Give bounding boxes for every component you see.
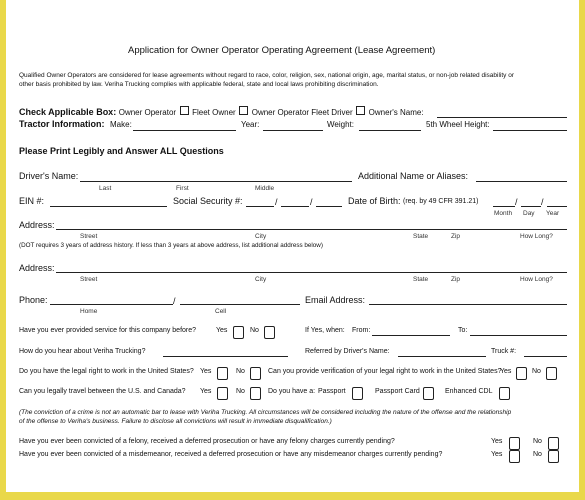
middle-caption: Middle: [255, 185, 275, 192]
ssn-field-2[interactable]: [281, 206, 309, 207]
ein-label: EIN #:: [19, 196, 45, 206]
fifth-wheel-field[interactable]: [493, 130, 567, 131]
dot-address-note: (DOT requires 3 years of address history. If less than 3 years at above address, list additional address below): [19, 242, 323, 249]
address-2-field[interactable]: [56, 272, 567, 273]
q-service-no-label: No: [250, 327, 259, 334]
passport-card-checkbox[interactable]: [423, 387, 434, 400]
dob-day-field[interactable]: [521, 206, 541, 207]
weight-label: Weight:: [327, 120, 354, 129]
how-long-caption-1: How Long?: [520, 233, 553, 240]
enhanced-cdl-checkbox[interactable]: [499, 387, 510, 400]
q-truck-label: Truck #:: [491, 348, 517, 355]
make-label: Make:: [110, 120, 132, 129]
passport-label: Passport: [318, 388, 346, 395]
q-referred-label: Referred by Driver's Name:: [305, 348, 390, 355]
year-label: Year:: [241, 120, 260, 129]
fleet-driver-checkbox[interactable]: [356, 106, 365, 115]
dob-note: (req. by 49 CFR 391.21): [403, 198, 479, 205]
q-felony-text: Have you ever been convicted of a felony, received a deferred prosecution or have any felony charges currently pending?: [19, 438, 395, 445]
form-title: Application for Owner Operator Operating Agreement (Lease Agreement): [128, 45, 436, 56]
email-label: Email Address:: [305, 295, 366, 305]
ein-field[interactable]: [50, 206, 167, 207]
driver-name-label: Driver's Name:: [19, 171, 79, 181]
day-caption: Day: [523, 210, 535, 217]
option-fleet-driver: Owner Operator Fleet Driver: [251, 108, 353, 117]
check-box-label: Check Applicable Box:: [19, 107, 117, 117]
q-felony-yes-label: Yes: [491, 438, 503, 445]
phone-slash: /: [173, 296, 176, 306]
option-fleet-owner: Fleet Owner: [192, 108, 236, 117]
street-caption-2: Street: [80, 276, 98, 283]
fifth-wheel-label: 5th Wheel Height:: [426, 120, 490, 129]
q-verify-no-checkbox[interactable]: [546, 367, 557, 380]
passport-checkbox[interactable]: [352, 387, 363, 400]
q-misdemeanor-yes-checkbox[interactable]: [509, 450, 520, 463]
q-felony-no-label: No: [533, 438, 542, 445]
passport-card-label: Passport Card: [375, 388, 420, 395]
tractor-year-field[interactable]: [263, 130, 323, 131]
cell-caption: Cell: [215, 308, 227, 315]
dob-label: Date of Birth:: [348, 196, 401, 206]
hear-about-field[interactable]: [163, 356, 288, 357]
q-travel-no-label: No: [236, 388, 245, 395]
zip-caption-2: Zip: [451, 276, 461, 283]
intro-line-2: other basis prohibited by law. Veriha Trucking complies with applicable federal, state and local laws prohibiting discrimination.: [19, 81, 379, 88]
q-misdemeanor-no-label: No: [533, 451, 542, 458]
q-work-no-label: No: [236, 368, 245, 375]
ssn-label: Social Security #:: [173, 196, 243, 206]
q-work-yes-label: Yes: [200, 368, 212, 375]
q-work-yes-checkbox[interactable]: [217, 367, 228, 380]
conviction-note-1: (The conviction of a crime is not an automatic bar to lease with Veriha Trucking. All circumstances will be considered including the nature of the offense and the relationship: [19, 409, 512, 416]
last-caption: Last: [99, 185, 112, 192]
address-1-label: Address:: [19, 220, 55, 230]
conviction-note-2: of the offense to Veriha's business. Failure to disclose all convictions will result in immediate disqualification.): [19, 418, 332, 425]
q-hear-text: How do you hear about Veriha Trucking?: [19, 348, 146, 355]
ssn-field-1[interactable]: [246, 206, 274, 207]
aliases-label: Additional Name or Aliases:: [358, 171, 469, 181]
first-caption: First: [176, 185, 189, 192]
truck-number-field[interactable]: [524, 356, 567, 357]
aliases-field[interactable]: [476, 181, 567, 182]
email-field[interactable]: [369, 304, 567, 305]
q-verify-text: Can you provide verification of your legal right to work in the United States?: [268, 368, 502, 375]
dob-slash-1: /: [515, 197, 518, 207]
q-misdemeanor-no-checkbox[interactable]: [548, 450, 559, 463]
state-caption-1: State: [413, 233, 429, 240]
fleet-owner-checkbox[interactable]: [239, 106, 248, 115]
q-verify-no-label: No: [532, 368, 541, 375]
month-caption: Month: [494, 210, 513, 217]
year-caption: Year: [546, 210, 560, 217]
referred-driver-field[interactable]: [398, 356, 486, 357]
service-to-field[interactable]: [470, 335, 567, 336]
street-caption-1: Street: [80, 233, 98, 240]
dob-year-field[interactable]: [547, 206, 567, 207]
ssn-slash-2: /: [310, 197, 313, 207]
owners-name-field[interactable]: [437, 117, 567, 118]
q-service-to: To:: [458, 327, 468, 334]
home-phone-field[interactable]: [50, 304, 173, 305]
address-1-field[interactable]: [56, 229, 567, 230]
q-travel-no-checkbox[interactable]: [250, 387, 261, 400]
section-heading: Please Print Legibly and Answer ALL Questions: [19, 146, 224, 156]
make-field[interactable]: [133, 130, 236, 131]
how-long-caption-2: How Long?: [520, 276, 553, 283]
address-2-label: Address:: [19, 263, 55, 273]
q-misdemeanor-yes-label: Yes: [491, 451, 503, 458]
city-caption-2: City: [255, 276, 267, 283]
phone-label: Phone:: [19, 295, 48, 305]
cell-phone-field[interactable]: [180, 304, 300, 305]
q-verify-yes-checkbox[interactable]: [516, 367, 527, 380]
q-travel-text: Can you legally travel between the U.S. and Canada?: [19, 388, 186, 395]
q-service-if-yes: If Yes, when:: [305, 327, 345, 334]
ssn-field-3[interactable]: [316, 206, 342, 207]
check-box-row: [19, 106, 424, 117]
home-caption: Home: [80, 308, 98, 315]
intro-line-1: Qualified Owner Operators are considered for lease agreements without regard to race, color, religion, sex, national origin, age, marital status, or non-job related disability or: [19, 72, 514, 79]
q-service-yes-label: Yes: [216, 327, 228, 334]
driver-name-field[interactable]: [80, 181, 352, 182]
owner-operator-checkbox[interactable]: [180, 106, 189, 115]
dob-month-field[interactable]: [493, 206, 515, 207]
q-service-text: Have you ever provided service for this company before?: [19, 327, 197, 334]
q-work-text: Do you have the legal right to work in the United States?: [19, 368, 194, 375]
service-from-field[interactable]: [372, 335, 450, 336]
zip-caption-1: Zip: [451, 233, 461, 240]
q-travel-yes-checkbox[interactable]: [217, 387, 228, 400]
tractor-label: Tractor Information:: [19, 119, 105, 129]
q-service-yes-checkbox[interactable]: [233, 326, 244, 339]
q-service-from: From:: [352, 327, 371, 334]
ssn-slash-1: /: [275, 197, 278, 207]
city-caption-1: City: [255, 233, 267, 240]
option-owners-name: Owner's Name:: [368, 108, 424, 117]
state-caption-2: State: [413, 276, 429, 283]
q-verify-yes-label: Yes: [500, 368, 512, 375]
enhanced-cdl-label: Enhanced CDL: [445, 388, 493, 395]
q-work-no-checkbox[interactable]: [250, 367, 261, 380]
q-travel-yes-label: Yes: [200, 388, 212, 395]
weight-field[interactable]: [359, 130, 421, 131]
q-do-you-have: Do you have a:: [268, 388, 316, 395]
q-service-no-checkbox[interactable]: [264, 326, 275, 339]
q-misdemeanor-text: Have you ever been convicted of a misdemeanor, received a deferred prosecution or have any misdemeanor charges currently pending?: [19, 451, 443, 458]
option-owner-operator: Owner Operator: [118, 108, 177, 117]
dob-slash-2: /: [541, 197, 544, 207]
